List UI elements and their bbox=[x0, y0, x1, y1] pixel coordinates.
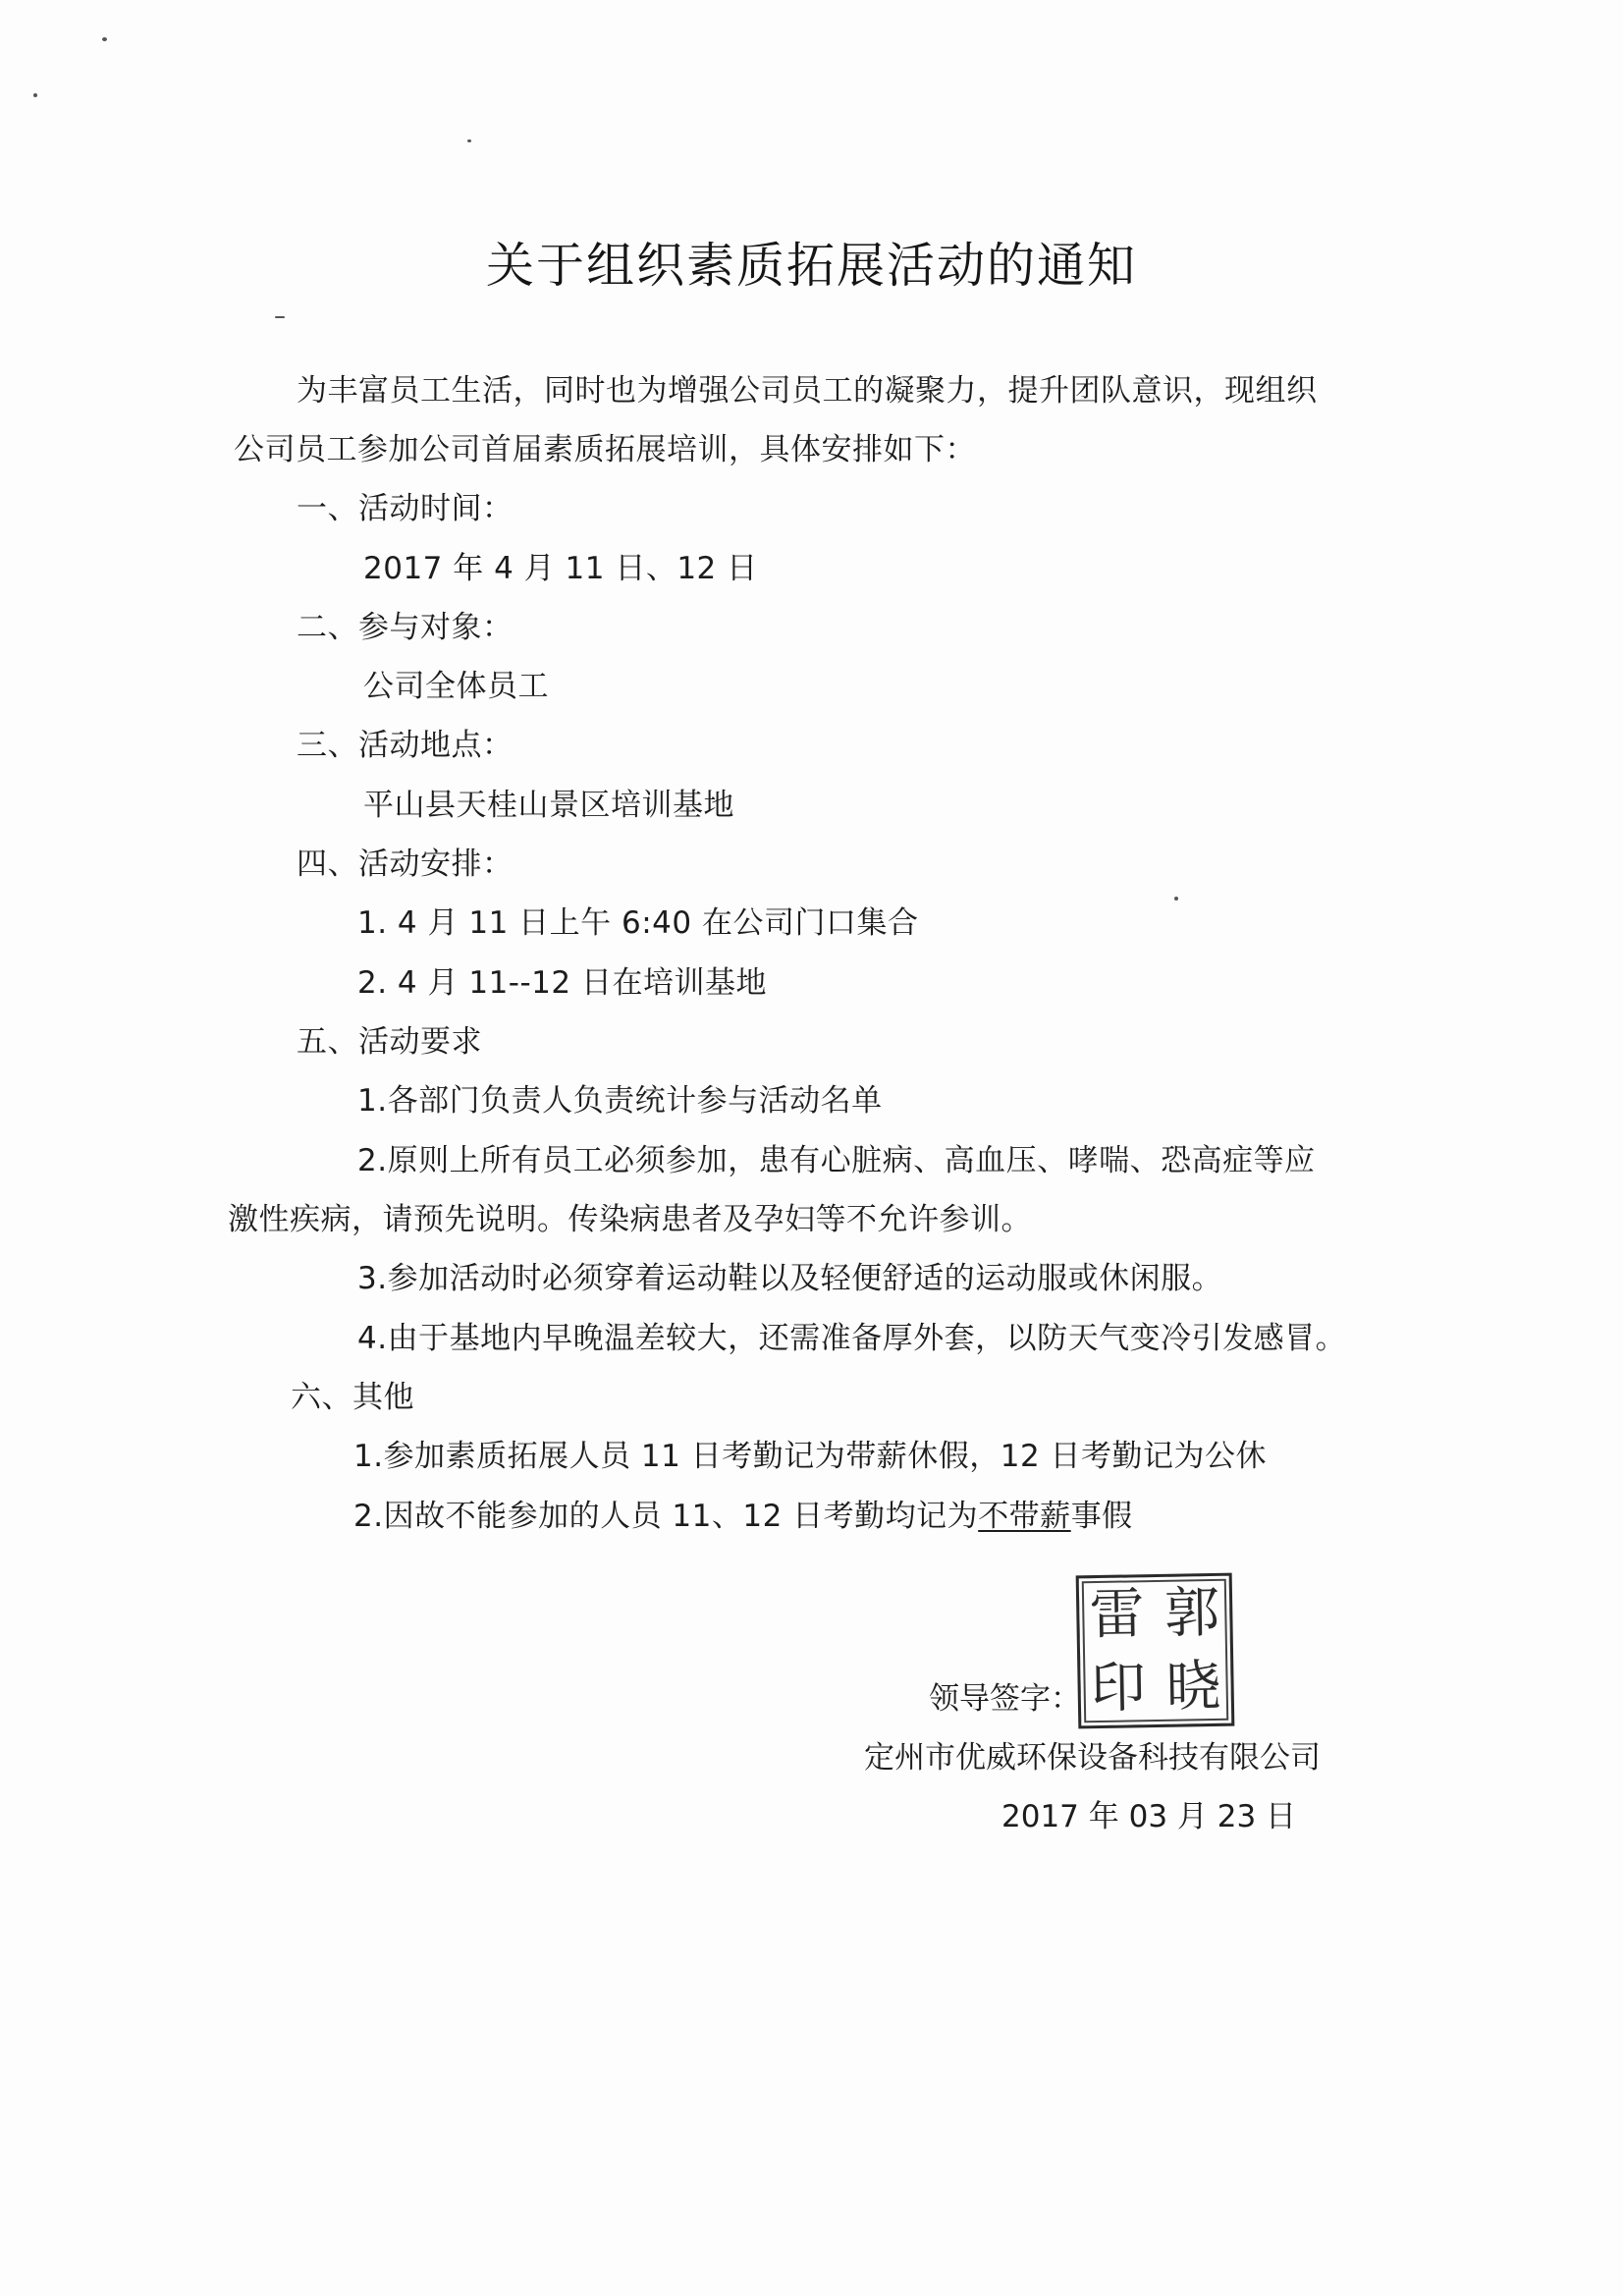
intro-line-1: 为丰富员工生活，同时也为增强公司员工的凝聚力，提升团队意识，现组织 bbox=[297, 373, 1318, 409]
schedule-item: 1. 4 月 11 日上午 6:40 在公司门口集合 bbox=[357, 905, 919, 941]
other-item-2-emphasis: 不带薪 bbox=[978, 1499, 1071, 1534]
other-item-2 bbox=[353, 1491, 1133, 1535]
seal-char: 雷 bbox=[1089, 1581, 1146, 1647]
scan-speck bbox=[275, 316, 285, 318]
issue-date: 2017 年 03 月 23 日 bbox=[1001, 1799, 1297, 1834]
seal-char: 郭 bbox=[1163, 1580, 1220, 1646]
seal-char: 印 bbox=[1090, 1655, 1147, 1721]
section-participants-heading: 二、参与对象： bbox=[297, 610, 514, 645]
signature-seal-stamp bbox=[1076, 1573, 1235, 1729]
section-time-heading: 一、活动时间： bbox=[297, 491, 514, 526]
intro-line-2: 公司员工参加公司首届素质拓展培训，具体安排如下： bbox=[234, 432, 976, 467]
scan-speck bbox=[467, 139, 471, 142]
scan-speck bbox=[102, 37, 107, 41]
section-schedule-heading: 四、活动安排： bbox=[297, 847, 514, 882]
scan-speck bbox=[1174, 897, 1178, 901]
section-participants-content: 公司全体员工 bbox=[363, 669, 549, 704]
notice-title: 关于组织素质拓展活动的通知 bbox=[485, 238, 1137, 294]
schedule-item: 2. 4 月 11--12 日在培训基地 bbox=[357, 965, 767, 1001]
requirement-item-4: 4.由于基地内早晚温差较大，还需准备厚外套，以防天气变冷引发感冒。 bbox=[357, 1321, 1347, 1356]
other-item-1: 1.参加素质拓展人员 11 日考勤记为带薪休假，12 日考勤记为公休 bbox=[353, 1439, 1268, 1474]
section-other-heading: 六、其他 bbox=[291, 1380, 414, 1415]
section-time-content: 2017 年 4 月 11 日、12 日 bbox=[363, 551, 758, 586]
section-location-heading: 三、活动地点： bbox=[297, 728, 514, 763]
requirement-item-3: 3.参加活动时必须穿着运动鞋以及轻便舒适的运动服或休闲服。 bbox=[357, 1261, 1223, 1296]
requirement-item-2-line-2: 激性疾病，请预先说明。传染病患者及孕妇等不允许参训。 bbox=[228, 1202, 1032, 1237]
other-item-2-suffix: 事假 bbox=[1070, 1499, 1133, 1534]
company-name: 定州市优威环保设备科技有限公司 bbox=[864, 1740, 1321, 1776]
other-item-2-prefix: 2.因故不能参加的人员 11、12 日考勤均记为 bbox=[353, 1499, 979, 1534]
requirement-item-2-line-1: 2.原则上所有员工必须参加，患有心脏病、高血压、哮喘、恐高症等应 bbox=[357, 1143, 1316, 1178]
section-location-content: 平山县天桂山景区培训基地 bbox=[363, 788, 734, 823]
scan-speck bbox=[33, 93, 37, 97]
seal-char: 晓 bbox=[1164, 1654, 1221, 1720]
requirement-item-1: 1.各部门负责人负责统计参与活动名单 bbox=[357, 1083, 883, 1119]
section-requirements-heading: 五、活动要求 bbox=[297, 1024, 482, 1060]
signature-label: 领导签字： bbox=[929, 1681, 1081, 1717]
